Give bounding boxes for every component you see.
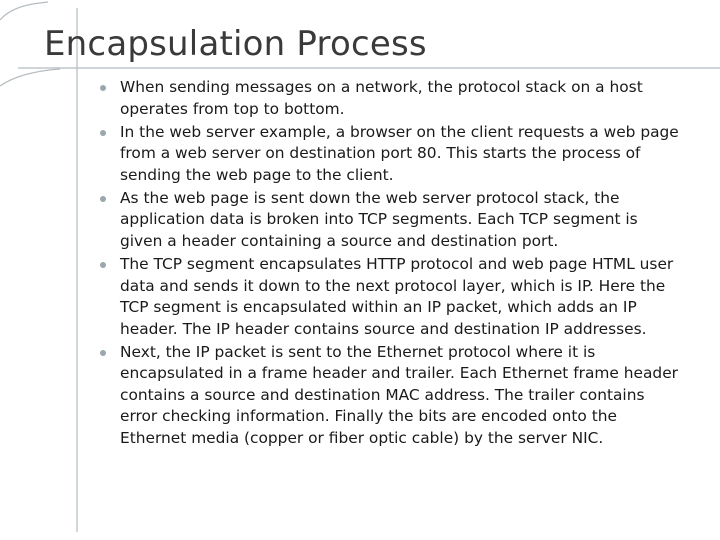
slide-title: Encapsulation Process <box>44 24 427 64</box>
bullet-item <box>96 188 682 253</box>
bullet-item <box>96 254 682 340</box>
bullet-icon <box>100 85 106 91</box>
bullet-text: In the web server example, a browser on the client requests a web page from a web server on destination port 80. This starts the process of sending the web page to the client. <box>120 122 679 184</box>
bullet-icon <box>100 350 106 356</box>
bullet-text: The TCP segment encapsulates HTTP protocol and web page HTML user data and sends it down to the next protocol layer, which is IP. Here the TCP segment is encapsulated within an IP packet, which adds an IP header. The IP header contains source and destination IP addresses. <box>120 254 674 338</box>
bullet-icon <box>100 262 106 268</box>
bullet-item <box>96 122 682 187</box>
bullet-text: As the web page is sent down the web server protocol stack, the application data is broken into TCP segments. Each TCP segment is given a header containing a source and destination port. <box>120 188 638 250</box>
bullet-item <box>96 342 682 450</box>
bullet-text: When sending messages on a network, the protocol stack on a host operates from top to bottom. <box>120 78 643 118</box>
bullet-item <box>96 77 682 120</box>
bullet-text: Next, the IP packet is sent to the Ethernet protocol where it is encapsulated in a frame header and trailer. Each Ethernet frame header contains a source and destination MAC address. The trailer contains error checking information. Finally the bits are encoded onto the Ethernet media (copper or fiber optic cable) by the server NIC. <box>120 342 678 448</box>
bullet-icon <box>100 130 106 136</box>
frame-top-curve <box>0 2 48 20</box>
frame-underline-curve <box>0 69 60 86</box>
bullet-icon <box>100 196 106 202</box>
bullet-list <box>96 77 682 450</box>
